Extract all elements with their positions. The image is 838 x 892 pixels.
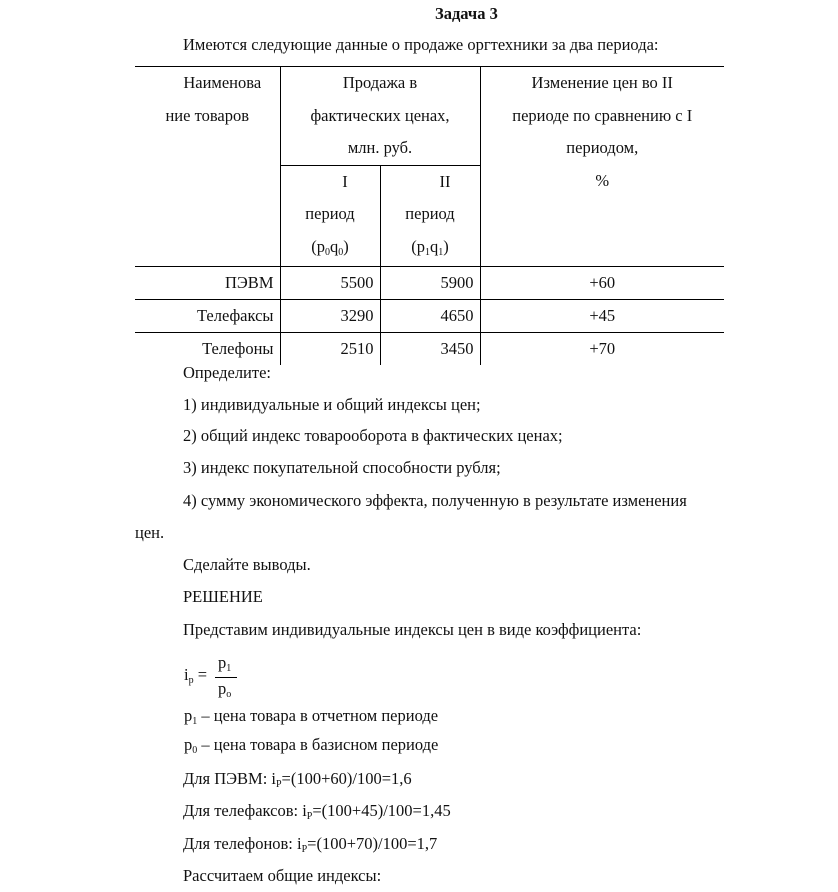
conclusion-text: Сделайте выводы. bbox=[183, 555, 311, 574]
row-value-period-2: 3450 bbox=[380, 333, 480, 366]
row-value-period-1: 5500 bbox=[280, 267, 380, 300]
task-item: 3) индекс покупательной способности рубля; bbox=[183, 458, 501, 477]
definition-p0: p0 – цена товара в базисном периоде bbox=[184, 735, 439, 756]
row-name: ПЭВМ bbox=[135, 267, 280, 300]
table-row bbox=[135, 267, 724, 300]
tasks-heading: Определите: bbox=[183, 363, 272, 382]
task-item: 2) общий индекс товарооборота в фактических ценах; bbox=[183, 426, 563, 445]
solution-heading: РЕШЕНИЕ bbox=[183, 587, 263, 606]
header-product-name: Наименова ние товаров bbox=[135, 67, 280, 267]
task-item-continuation: цен. bbox=[135, 523, 165, 542]
formula-p1q1: (p1q1) bbox=[411, 236, 449, 258]
header-period-1: I период (p0q0) bbox=[280, 165, 380, 267]
table-row bbox=[135, 300, 724, 333]
row-value-period-2: 4650 bbox=[380, 300, 480, 333]
task-item: 1) индивидуальные и общий индексы цен; bbox=[183, 395, 481, 414]
calc-line: Для телефаксов: iP=(100+45)/100=1,45 bbox=[183, 801, 451, 822]
formula-p0q0: (p0q0) bbox=[311, 236, 349, 258]
row-price-change: +70 bbox=[480, 333, 724, 366]
table-row bbox=[135, 333, 724, 366]
header-sales: Продажа в фактических ценах, млн. руб. bbox=[280, 67, 480, 166]
header-period-2: II период (p1q1) bbox=[380, 165, 480, 267]
calc-line: Для телефонов: iP=(100+70)/100=1,7 bbox=[183, 834, 438, 855]
price-index-formula: ip = p1 po bbox=[184, 655, 244, 701]
row-value-period-2: 5900 bbox=[380, 267, 480, 300]
calc-line: Для ПЭВМ: iP=(100+60)/100=1,6 bbox=[183, 769, 412, 790]
solution-intro: Представим индивидуальные индексы цен в виде коэффициента: bbox=[183, 620, 642, 639]
task-item: 4) сумму экономического эффекта, полученную в результате изменения bbox=[183, 491, 687, 510]
definition-p1: p1 – цена товара в отчетном периоде bbox=[184, 706, 439, 727]
row-value-period-1: 3290 bbox=[280, 300, 380, 333]
task-title: Задача 3 bbox=[435, 4, 498, 23]
fraction-bar bbox=[215, 677, 237, 678]
row-price-change: +45 bbox=[480, 300, 724, 333]
sales-table bbox=[135, 66, 724, 365]
intro-text: Имеются следующие данные о продаже оргтехники за два периода: bbox=[183, 35, 659, 54]
next-step-text: Рассчитаем общие индексы: bbox=[183, 866, 382, 885]
header-price-change: Изменение цен во II периоде по сравнению с I периодом, % bbox=[480, 67, 724, 267]
row-value-period-1: 2510 bbox=[280, 333, 380, 366]
row-name: Телефаксы bbox=[135, 300, 280, 333]
row-name: Телефоны bbox=[135, 333, 280, 366]
row-price-change: +60 bbox=[480, 267, 724, 300]
